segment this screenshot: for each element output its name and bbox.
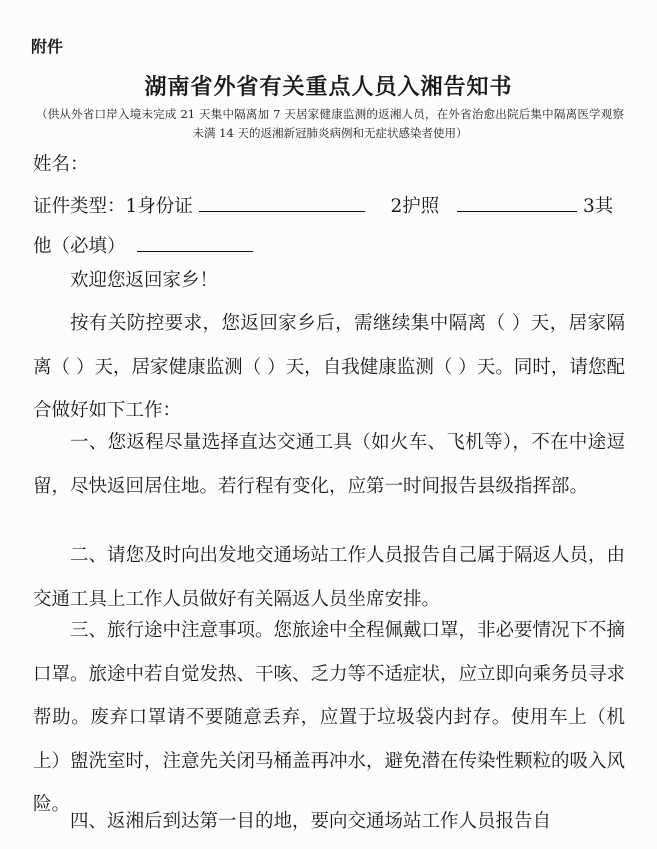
other-label-a: 3其 — [583, 196, 614, 217]
attachment-label: 附件 — [31, 37, 64, 56]
item-3-paragraph: 三、旅行途中注意事项。您旅途中全程佩戴口罩，非必要情况下不摘口罩。旅途中若自觉发热、干咳、乏力等不适症状，应立即向乘务员寻求帮助。废弃口罩请不要随意丢弃，应置于垃圾袋内封存。使用车上（机上）盥洗室时，注意先关闭马桶盖再冲水，避免潜在传染性颗粒的吸入风险。 — [33, 620, 626, 815]
id-type-label: 证件类型：1身份证 — [33, 196, 193, 217]
document-subtitle: （供从外省口岸入境未完成 21 天集中隔离加 7 天居家健康监测的返湘人员，在外省治愈出院后集中隔离医学观察未满 14 天的返湘新冠肺炎病例和无症状感染者使用） — [36, 107, 624, 140]
id-card-blank[interactable] — [199, 193, 365, 212]
name-field-row — [33, 150, 625, 176]
other-blank[interactable] — [137, 233, 253, 252]
welcome-paragraph: 欢迎您返回家乡！ — [70, 270, 219, 291]
id-type-row — [33, 192, 625, 218]
passport-label: 2护照 — [390, 196, 440, 217]
other-label-b: 他（必填） — [33, 236, 126, 257]
passport-blank[interactable] — [457, 193, 577, 212]
item-1-paragraph: 一、您返程尽量选择直达交通工具（如火车、飞机等），不在中途逗留，尽快返回居住地。若行程有变化，应第一时间报告县级指挥部。 — [33, 432, 625, 497]
name-label: 姓名： — [33, 154, 89, 175]
item-2-paragraph: 二、请您及时向出发地交通场站工作人员报告自己属于隔返人员，由交通工具上工作人员做好有关隔返人员坐席安排。 — [33, 545, 626, 610]
item-4-paragraph: 四、返湘后到达第一目的地，要向交通场站工作人员报告自 — [70, 811, 552, 832]
other-row — [33, 232, 625, 258]
document-title: 湖南省外省有关重点人员入湘告知书 — [144, 74, 513, 100]
intro-paragraph: 按有关防控要求，您返回家乡后，需继续集中隔离（ ）天，居家隔离（ ）天，居家健康监测（ ）天，自我健康监测（ ）天。同时，请您配合做好如下工作： — [33, 313, 625, 421]
